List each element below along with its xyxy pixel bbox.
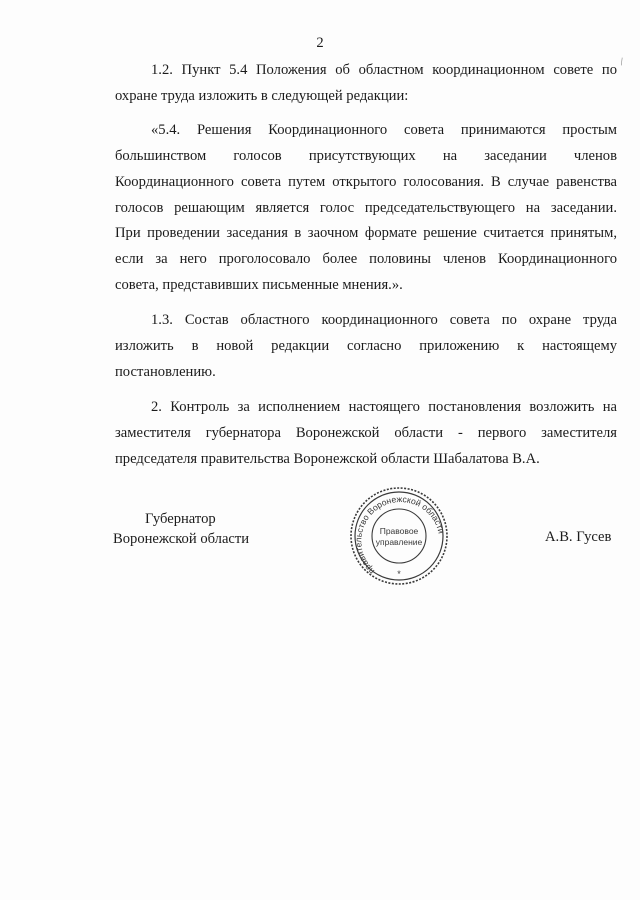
signatory-title-line: Губернатор <box>145 511 216 527</box>
text-line: большинством голосов присутствующих на заседании членов <box>115 148 617 165</box>
signatory-name: А.В. Гусев <box>545 529 612 545</box>
seal-ring-textpath: правительство Воронежской области <box>353 493 447 577</box>
seal-center-line2: управление <box>375 537 423 547</box>
text-line: постановлению. <box>115 363 216 380</box>
text-line: При проведении заседания в заочном формате решение считается принятым, <box>115 225 617 242</box>
text-line: председателя правительства Воронежской области Шабалатова В.А. <box>115 450 540 467</box>
corner-mark: \ <box>617 55 626 69</box>
page-number: 2 <box>316 35 324 51</box>
signatory-title <box>113 509 273 549</box>
signatory-title-line: Воронежской области <box>113 531 250 547</box>
seal-star: * <box>397 569 401 579</box>
text-line: изложить в новой редакции согласно приложению к настоящему <box>115 338 617 355</box>
text-line: совета, представивших письменные мнения.». <box>115 276 403 293</box>
text-line: Координационного совета путем открытого голосования. В случае равенства <box>115 173 617 190</box>
text-line: если за него проголосовало более половины членов Координационного <box>115 250 617 267</box>
text-line: заместителя губернатора Воронежской области - первого заместителя <box>115 425 617 442</box>
paragraph-1-3 <box>115 308 617 385</box>
official-seal <box>344 485 454 587</box>
text-line: 1.3. Состав областного координационного совета по охране труда <box>151 312 617 329</box>
paragraph-2 <box>115 395 617 472</box>
paragraph-1-2 <box>115 58 617 109</box>
seal-center-line1: Правовое <box>379 526 419 536</box>
paragraph-5-4-quote <box>115 118 617 298</box>
text-line: охране труда изложить в следующей редакции: <box>115 87 409 104</box>
text-line: 2. Контроль за исполнением настоящего постановления возложить на <box>151 399 617 416</box>
text-line: голосов решающим является голос председательствующего на заседании. <box>115 199 617 216</box>
text-line: «5.4. Решения Координационного совета принимаются простым <box>151 122 617 139</box>
document-body <box>115 58 617 473</box>
text-line: 1.2. Пункт 5.4 Положения об областном координационном совете по <box>151 62 617 78</box>
